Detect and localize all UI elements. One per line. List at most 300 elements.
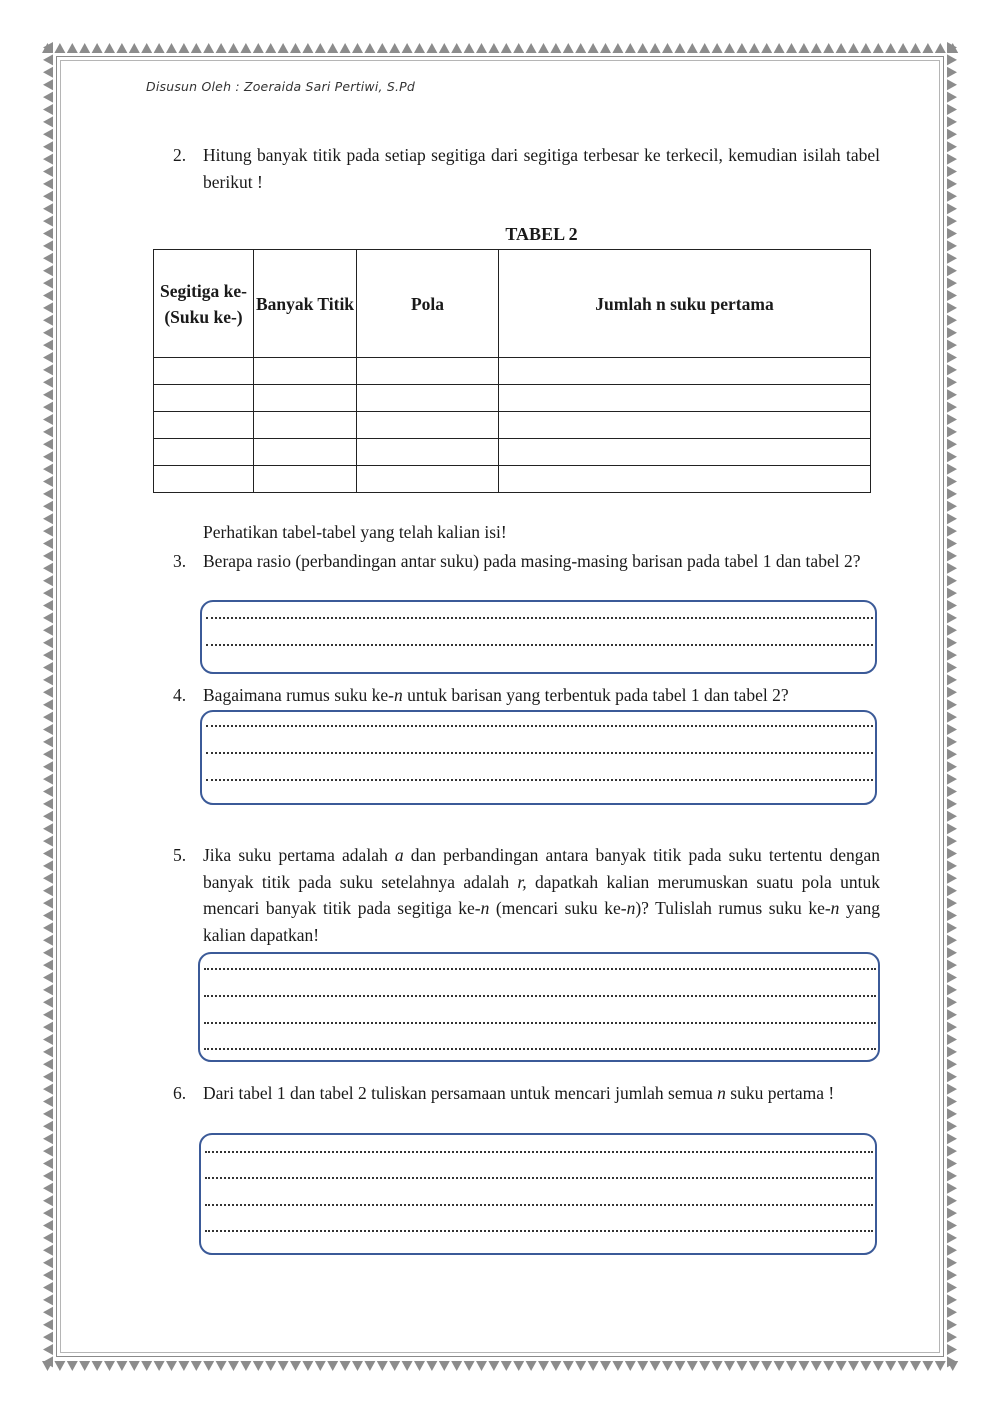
border-triangle bbox=[674, 43, 685, 53]
border-triangle bbox=[687, 1361, 698, 1371]
question-number: 2. bbox=[173, 145, 187, 165]
border-triangle bbox=[43, 823, 53, 834]
border-triangle bbox=[823, 1361, 834, 1371]
border-triangle bbox=[129, 43, 140, 53]
table-cell[interactable] bbox=[499, 466, 871, 493]
border-triangle bbox=[848, 43, 859, 53]
border-triangle bbox=[947, 203, 957, 214]
table-row bbox=[154, 358, 871, 385]
table-cell[interactable] bbox=[154, 466, 254, 493]
border-triangle bbox=[947, 54, 957, 65]
border-triangle bbox=[947, 1084, 957, 1095]
border-triangle bbox=[947, 1183, 957, 1194]
border-triangle bbox=[43, 786, 53, 797]
border-triangle bbox=[402, 43, 413, 53]
border-triangle bbox=[54, 43, 65, 53]
border-triangle bbox=[216, 1361, 227, 1371]
border-triangle bbox=[43, 54, 53, 65]
border-triangle bbox=[43, 935, 53, 946]
border-triangle bbox=[947, 1022, 957, 1033]
border-triangle bbox=[43, 588, 53, 599]
border-triangle bbox=[43, 203, 53, 214]
header-segitiga: Segitiga ke- (Suku ke-) bbox=[154, 250, 254, 358]
border-triangle bbox=[947, 327, 957, 338]
answer-box-3[interactable] bbox=[200, 600, 877, 674]
border-triangle bbox=[43, 674, 53, 685]
border-triangle bbox=[749, 1361, 760, 1371]
border-triangle bbox=[947, 1059, 957, 1070]
table-cell[interactable] bbox=[357, 358, 499, 385]
border-triangle bbox=[947, 712, 957, 723]
border-triangle bbox=[43, 922, 53, 933]
border-triangle bbox=[43, 860, 53, 871]
border-triangle bbox=[43, 240, 53, 251]
border-triangle bbox=[43, 352, 53, 363]
border-triangle bbox=[426, 1361, 437, 1371]
border-triangle bbox=[538, 1361, 549, 1371]
question-number: 6. bbox=[173, 1083, 187, 1103]
border-triangle bbox=[43, 848, 53, 859]
text-segment: yang kalian dapatkan! bbox=[203, 898, 880, 945]
border-triangle bbox=[588, 1361, 599, 1371]
answer-line bbox=[204, 1012, 876, 1024]
answer-line bbox=[204, 1038, 876, 1050]
border-triangle bbox=[43, 1183, 53, 1194]
answer-line bbox=[204, 958, 876, 970]
border-triangle bbox=[43, 364, 53, 375]
border-triangle bbox=[464, 43, 475, 53]
answer-line bbox=[206, 795, 873, 805]
border-triangle bbox=[674, 1361, 685, 1371]
border-triangle bbox=[947, 1270, 957, 1281]
border-triangle bbox=[92, 1361, 103, 1371]
border-triangle bbox=[43, 612, 53, 623]
answer-line bbox=[205, 1167, 873, 1179]
table-title: TABEL 2 bbox=[505, 224, 578, 244]
border-triangle bbox=[43, 774, 53, 785]
border-triangle bbox=[43, 1332, 53, 1343]
answer-line bbox=[206, 742, 873, 754]
question-6 bbox=[173, 1080, 880, 1107]
border-triangle bbox=[947, 873, 957, 884]
border-triangle bbox=[141, 43, 152, 53]
border-triangle bbox=[947, 1034, 957, 1045]
border-triangle bbox=[43, 1121, 53, 1132]
border-triangle bbox=[439, 1361, 450, 1371]
border-triangle bbox=[43, 451, 53, 462]
border-triangle bbox=[43, 253, 53, 264]
header-banyak-titik: Banyak Titik bbox=[254, 250, 357, 358]
text-segment: dapatkah kalian merumuskan suatu pola untuk mencari banyak titik pada segitiga ke- bbox=[203, 871, 880, 918]
border-triangle bbox=[43, 761, 53, 772]
border-triangle bbox=[43, 315, 53, 326]
question-text bbox=[203, 1080, 880, 1107]
border-triangle bbox=[786, 1361, 797, 1371]
border-triangle bbox=[43, 1245, 53, 1256]
border-triangle bbox=[811, 43, 822, 53]
border-triangle bbox=[947, 141, 957, 152]
border-triangle bbox=[240, 1361, 251, 1371]
border-triangle bbox=[947, 476, 957, 487]
table-cell[interactable] bbox=[357, 439, 499, 466]
border-triangle bbox=[563, 43, 574, 53]
border-triangle bbox=[43, 724, 53, 735]
border-triangle bbox=[947, 662, 957, 673]
border-triangle bbox=[43, 885, 53, 896]
border-triangle bbox=[513, 43, 524, 53]
border-triangle bbox=[451, 43, 462, 53]
border-triangle bbox=[947, 1332, 957, 1343]
border-triangle bbox=[278, 1361, 289, 1371]
border-triangle bbox=[947, 1096, 957, 1107]
border-triangle bbox=[302, 1361, 313, 1371]
table-cell[interactable] bbox=[254, 385, 357, 412]
border-triangle bbox=[43, 1220, 53, 1231]
answer-box-4[interactable] bbox=[200, 710, 877, 805]
answer-line bbox=[205, 1194, 873, 1206]
border-triangle bbox=[476, 1361, 487, 1371]
border-triangle bbox=[43, 1009, 53, 1020]
border-triangle bbox=[43, 650, 53, 661]
border-triangle bbox=[501, 43, 512, 53]
border-triangle bbox=[377, 43, 388, 53]
math-variable: r, bbox=[517, 871, 527, 892]
question-text bbox=[203, 842, 880, 948]
question-number: 4. bbox=[173, 685, 187, 705]
border-triangle bbox=[947, 253, 957, 264]
border-triangle bbox=[43, 488, 53, 499]
border-triangle bbox=[43, 749, 53, 760]
border-triangle bbox=[43, 997, 53, 1008]
border-triangle bbox=[947, 898, 957, 909]
answer-line bbox=[205, 1220, 873, 1232]
border-triangle bbox=[699, 1361, 710, 1371]
border-triangle bbox=[947, 464, 957, 475]
table-cell[interactable] bbox=[254, 358, 357, 385]
border-triangle bbox=[302, 43, 313, 53]
border-triangle bbox=[43, 1195, 53, 1206]
border-triangle bbox=[947, 972, 957, 983]
border-triangle bbox=[43, 1170, 53, 1181]
answer-box-5[interactable] bbox=[198, 952, 880, 1062]
border-triangle bbox=[340, 43, 351, 53]
border-triangle bbox=[43, 1232, 53, 1243]
border-triangle bbox=[947, 154, 957, 165]
border-triangle bbox=[947, 439, 957, 450]
border-triangle bbox=[340, 1361, 351, 1371]
border-triangle bbox=[43, 836, 53, 847]
border-triangle bbox=[43, 526, 53, 537]
border-triangle bbox=[389, 1361, 400, 1371]
border-triangle bbox=[116, 1361, 127, 1371]
table-cell[interactable] bbox=[154, 385, 254, 412]
table-cell[interactable] bbox=[154, 412, 254, 439]
border-triangle bbox=[947, 1071, 957, 1082]
table-cell[interactable] bbox=[254, 466, 357, 493]
border-triangle bbox=[774, 43, 785, 53]
question-number: 5. bbox=[173, 845, 187, 865]
border-triangle bbox=[67, 43, 78, 53]
border-triangle bbox=[43, 1096, 53, 1107]
border-triangle bbox=[43, 426, 53, 437]
border-triangle bbox=[54, 1361, 65, 1371]
border-triangle bbox=[947, 1257, 957, 1268]
border-triangle bbox=[364, 1361, 375, 1371]
border-triangle bbox=[947, 1282, 957, 1293]
border-triangle bbox=[43, 141, 53, 152]
border-triangle bbox=[947, 935, 957, 946]
border-triangle bbox=[935, 1361, 946, 1371]
border-triangle bbox=[947, 823, 957, 834]
border-triangle bbox=[761, 43, 772, 53]
math-variable: n bbox=[830, 898, 840, 918]
border-triangle bbox=[947, 451, 957, 462]
border-triangle bbox=[947, 79, 957, 90]
border-triangle bbox=[43, 947, 53, 958]
border-triangle bbox=[43, 575, 53, 586]
table-row bbox=[154, 466, 871, 493]
table-cell[interactable] bbox=[499, 385, 871, 412]
border-triangle bbox=[451, 1361, 462, 1371]
border-triangle bbox=[712, 1361, 723, 1371]
border-triangle bbox=[774, 1361, 785, 1371]
table-cell[interactable] bbox=[499, 358, 871, 385]
table-cell[interactable] bbox=[254, 412, 357, 439]
border-triangle bbox=[43, 104, 53, 115]
border-triangle bbox=[947, 786, 957, 797]
question-number: 3. bbox=[173, 551, 187, 571]
border-triangle bbox=[43, 687, 53, 698]
border-triangle bbox=[488, 43, 499, 53]
border-triangle bbox=[43, 699, 53, 710]
border-triangle bbox=[922, 1361, 933, 1371]
header-pola: Pola bbox=[357, 250, 499, 358]
border-triangle bbox=[43, 166, 53, 177]
border-triangle bbox=[724, 1361, 735, 1371]
table-cell[interactable] bbox=[357, 385, 499, 412]
border-triangle bbox=[687, 43, 698, 53]
border-triangle bbox=[439, 43, 450, 53]
border-triangle bbox=[352, 1361, 363, 1371]
border-triangle bbox=[823, 43, 834, 53]
border-triangle bbox=[43, 898, 53, 909]
border-triangle bbox=[178, 1361, 189, 1371]
border-triangle bbox=[724, 43, 735, 53]
border-triangle bbox=[43, 960, 53, 971]
border-triangle bbox=[947, 637, 957, 648]
border-triangle bbox=[947, 92, 957, 103]
border-triangle bbox=[464, 1361, 475, 1371]
border-triangle bbox=[414, 43, 425, 53]
border-triangle bbox=[947, 1009, 957, 1020]
border-triangle bbox=[43, 1208, 53, 1219]
table-cell[interactable] bbox=[499, 439, 871, 466]
border-triangle bbox=[43, 1294, 53, 1305]
table-cell[interactable] bbox=[357, 466, 499, 493]
border-triangle bbox=[203, 1361, 214, 1371]
border-triangle bbox=[352, 43, 363, 53]
border-triangle bbox=[947, 910, 957, 921]
border-triangle bbox=[43, 464, 53, 475]
border-triangle bbox=[947, 1232, 957, 1243]
border-triangle bbox=[43, 1022, 53, 1033]
border-triangle bbox=[947, 166, 957, 177]
border-triangle bbox=[240, 43, 251, 53]
border-triangle bbox=[947, 699, 957, 710]
border-triangle bbox=[947, 600, 957, 611]
border-triangle bbox=[947, 848, 957, 859]
border-triangle bbox=[650, 43, 661, 53]
border-triangle bbox=[178, 43, 189, 53]
border-triangle bbox=[860, 43, 871, 53]
border-triangle bbox=[43, 340, 53, 351]
question-text bbox=[203, 682, 880, 709]
math-variable: a bbox=[394, 845, 404, 865]
border-triangle bbox=[947, 761, 957, 772]
border-triangle bbox=[612, 43, 623, 53]
border-triangle bbox=[253, 1361, 264, 1371]
border-triangle bbox=[43, 92, 53, 103]
border-triangle bbox=[43, 1108, 53, 1119]
border-triangle bbox=[129, 1361, 140, 1371]
border-triangle bbox=[947, 1146, 957, 1157]
border-triangle bbox=[104, 43, 115, 53]
border-triangle bbox=[550, 43, 561, 53]
border-triangle bbox=[947, 1307, 957, 1318]
border-triangle bbox=[43, 1319, 53, 1330]
border-triangle bbox=[898, 43, 909, 53]
border-triangle bbox=[947, 1344, 957, 1355]
border-triangle bbox=[947, 612, 957, 623]
border-triangle bbox=[43, 1344, 53, 1355]
border-triangle bbox=[947, 402, 957, 413]
border-triangle bbox=[526, 43, 537, 53]
border-triangle bbox=[637, 1361, 648, 1371]
border-triangle bbox=[712, 43, 723, 53]
border-triangle bbox=[947, 191, 957, 202]
text-segment: untuk barisan yang terbentuk pada tabel 1 dan tabel 2? bbox=[402, 685, 789, 705]
border-triangle bbox=[947, 674, 957, 685]
border-triangle bbox=[662, 1361, 673, 1371]
math-variable: n bbox=[480, 898, 490, 918]
border-triangle bbox=[228, 43, 239, 53]
border-triangle bbox=[947, 178, 957, 189]
border-triangle bbox=[563, 1361, 574, 1371]
table-cell[interactable] bbox=[357, 412, 499, 439]
question-text: Berapa rasio (perbandingan antar suku) pada masing-masing barisan pada tabel 1 dan tabel 2? bbox=[203, 551, 861, 571]
border-triangle bbox=[43, 178, 53, 189]
header-jumlah: Jumlah n suku pertama bbox=[499, 250, 871, 358]
border-triangle bbox=[575, 1361, 586, 1371]
border-triangle bbox=[513, 1361, 524, 1371]
border-triangle bbox=[947, 860, 957, 871]
border-triangle bbox=[43, 191, 53, 202]
border-triangle bbox=[550, 1361, 561, 1371]
border-triangle bbox=[43, 984, 53, 995]
text-segment: (mencari suku ke- bbox=[489, 898, 627, 918]
border-triangle bbox=[43, 662, 53, 673]
answer-line bbox=[206, 607, 873, 619]
border-triangle bbox=[43, 1059, 53, 1070]
border-triangle bbox=[947, 340, 957, 351]
border-triangle bbox=[43, 873, 53, 884]
border-triangle bbox=[947, 302, 957, 313]
border-triangle bbox=[947, 426, 957, 437]
border-triangle bbox=[736, 43, 747, 53]
border-triangle bbox=[43, 302, 53, 313]
border-triangle bbox=[43, 736, 53, 747]
border-triangle bbox=[947, 1121, 957, 1132]
border-triangle bbox=[43, 389, 53, 400]
border-triangle bbox=[898, 1361, 909, 1371]
math-variable: n bbox=[717, 1083, 726, 1103]
border-triangle bbox=[786, 43, 797, 53]
border-triangle bbox=[43, 67, 53, 78]
border-triangle bbox=[947, 1108, 957, 1119]
border-triangle bbox=[947, 1170, 957, 1181]
answer-line bbox=[205, 1141, 873, 1153]
answer-box-6[interactable] bbox=[199, 1133, 877, 1255]
border-triangle bbox=[947, 625, 957, 636]
table-cell[interactable] bbox=[154, 439, 254, 466]
table-2 bbox=[153, 249, 871, 493]
border-triangle bbox=[947, 488, 957, 499]
table-cell[interactable] bbox=[254, 439, 357, 466]
border-triangle bbox=[414, 1361, 425, 1371]
border-triangle bbox=[43, 1071, 53, 1082]
border-triangle bbox=[43, 563, 53, 574]
border-triangle bbox=[947, 352, 957, 363]
border-triangle bbox=[625, 43, 636, 53]
answer-line bbox=[204, 985, 876, 997]
border-triangle bbox=[43, 327, 53, 338]
answer-line bbox=[206, 715, 873, 727]
border-triangle bbox=[947, 364, 957, 375]
border-triangle bbox=[43, 1084, 53, 1095]
border-triangle bbox=[43, 712, 53, 723]
border-triangle bbox=[947, 960, 957, 971]
question-4 bbox=[173, 682, 880, 709]
border-triangle bbox=[43, 798, 53, 809]
border-triangle bbox=[203, 43, 214, 53]
border-triangle bbox=[265, 1361, 276, 1371]
border-triangle bbox=[736, 1361, 747, 1371]
border-triangle bbox=[947, 501, 957, 512]
border-triangle bbox=[265, 43, 276, 53]
border-triangle bbox=[43, 972, 53, 983]
border-triangle bbox=[389, 43, 400, 53]
border-triangle bbox=[43, 910, 53, 921]
border-triangle bbox=[947, 885, 957, 896]
border-triangle bbox=[43, 1034, 53, 1045]
border-triangle bbox=[191, 1361, 202, 1371]
question-3 bbox=[173, 548, 880, 575]
text-segment: Bagaimana rumus suku ke- bbox=[203, 685, 394, 705]
border-triangle bbox=[43, 1046, 53, 1057]
border-triangle bbox=[910, 43, 921, 53]
border-triangle bbox=[43, 538, 53, 549]
text-segment: dan perbandingan antara banyak titik pada suku tertentu dengan banyak titik pada suku setelahnya adalah bbox=[203, 845, 880, 892]
border-triangle bbox=[43, 290, 53, 301]
table-cell[interactable] bbox=[154, 358, 254, 385]
question-2 bbox=[173, 142, 880, 195]
border-triangle bbox=[947, 315, 957, 326]
table-cell[interactable] bbox=[499, 412, 871, 439]
border-triangle bbox=[947, 67, 957, 78]
border-triangle bbox=[116, 43, 127, 53]
border-triangle bbox=[885, 1361, 896, 1371]
border-triangle bbox=[947, 1195, 957, 1206]
